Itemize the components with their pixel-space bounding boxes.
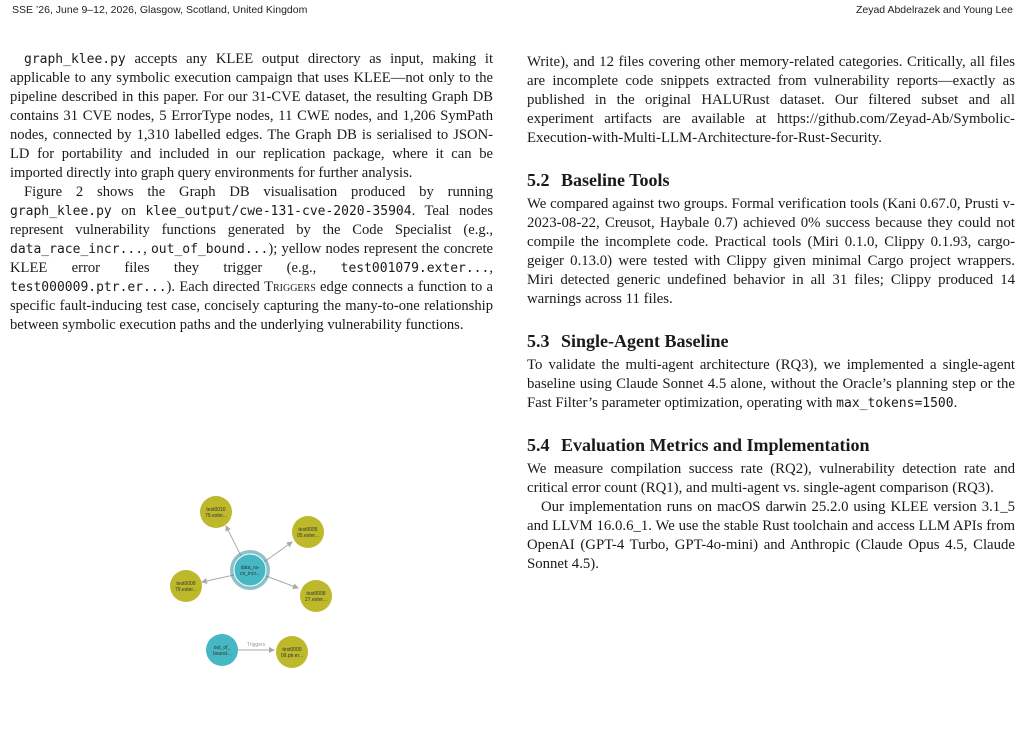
edge-label: Triggers: [246, 642, 266, 648]
paragraph-text: ); yellow nodes represent the concrete KLEE error files they trigger (e.g.,: [10, 241, 494, 276]
yellow-node: [170, 570, 202, 602]
inline-code: test001079.exter...: [340, 261, 490, 276]
inline-code: test000009.ptr.er...: [10, 280, 167, 295]
inline-code: klee_output/cwe-131-cve-2020-35904: [145, 204, 412, 219]
header-authors: Zeyad Abdelrazek and Young Lee: [855, 4, 1013, 16]
paragraph-single-agent: [527, 356, 1015, 413]
right-column: [527, 53, 1015, 574]
node-label-line: ce_incr...: [239, 571, 261, 577]
graph-edge: [266, 576, 298, 588]
section-heading: [527, 330, 1015, 352]
paragraph-text: on: [111, 203, 146, 219]
node-label-line: test0000: [282, 647, 302, 653]
node-label-line: test0008: [306, 591, 326, 597]
paragraph-figure-description: [10, 183, 493, 335]
inline-code: graph_klee.py: [24, 52, 126, 67]
node-label-line: out_of_: [213, 645, 231, 651]
graph-edge: [264, 542, 292, 562]
inline-code: graph_klee.py: [10, 204, 112, 219]
paragraph-baseline-tools: We compared against two groups. Formal verification tools (Kani 0.67.0, Prusti v-2023-08-22, Creusot, Haybale 0.7) achieved 0% success because they could not compile the incomplete code. Practical tools (Miri 0.1.0, Clippy 0.1.93, cargo-geiger 0.13.0) were tested with Clippy given minimal Cargo project wrappers. Miri detected generic undefined behavior in all 31 files; Clippy produced 14 warnings across 11 files.: [527, 196, 1015, 307]
teal-node: [206, 634, 238, 666]
paragraph-text: ). Each directed: [166, 279, 265, 295]
paragraph-text: . Teal nodes represent vulnerability functions generated by the Code Specialist (e.g.,: [10, 203, 494, 238]
yellow-node: [292, 516, 324, 548]
left-column: [10, 50, 493, 335]
section-5-2: [527, 169, 1015, 191]
section-5-4: [527, 434, 1015, 456]
yellow-node: [276, 636, 308, 668]
paragraph-text: accepts any KLEE output directory as input, making it applicable to any symbolic execution campaign that uses KLEE—not only to the pipeline described in this paper. For our 31-CVE dataset, the resulting Graph DB contains 31 CVE nodes, 5 ErrorType nodes, 11 CWE nodes, and 1,206 SymPath nodes, connected by 1,310 labelled edges. The Graph DB is serialised to JSON-LD for portability and included in our replication package, where it can be imported directly into graph query environments for further analysis.: [10, 51, 493, 181]
header-venue: SSE ’26, June 9–12, 2026, Glasgow, Scotland, United Kingdom: [12, 4, 308, 16]
section-5-3: [527, 330, 1015, 352]
edge-type-smallcaps: Triggers: [264, 279, 316, 295]
section-number: 5.2: [527, 170, 550, 190]
yellow-node: [300, 580, 332, 612]
section-heading: [527, 434, 1015, 456]
node-label-line: bound...: [212, 651, 232, 657]
node-label-line: 79.exter...: [175, 587, 197, 593]
section-number: 5.4: [527, 435, 550, 455]
paragraph-text: ,: [489, 260, 493, 276]
paragraph-graph-db: [10, 50, 493, 183]
yellow-node: [200, 496, 232, 528]
teal-node-center: [230, 550, 270, 590]
node-label-line: 05.exter...: [297, 533, 319, 539]
node-label-line: test0010: [206, 507, 226, 513]
graph-edge: [202, 575, 234, 582]
inline-code: out_of_bound...: [150, 242, 269, 257]
inline-code: data_race_incr...: [10, 242, 144, 257]
paragraph-implementation: Our implementation runs on macOS darwin 25.2.0 using KLEE version 3.1_5 and LLVM 16.0.6_1. We use the stable Rust toolchain and access LLM APIs from OpenAI (GPT-4 Turbo, GPT-4o-mini) and Anthropic (Claude Opus 4.5, Claude Sonnet 4.5).: [527, 499, 1015, 572]
node-label-line: data_ra-: [240, 565, 260, 571]
paragraph-metrics: We measure compilation success rate (RQ2), vulnerability detection rate and critical error count (RQ1), and multi-agent vs. single-agent comparison (RQ3).: [527, 461, 1015, 496]
section-number: 5.3: [527, 331, 550, 351]
node-label-line: 27.exter...: [305, 597, 327, 603]
section-title: Single-Agent Baseline: [561, 331, 729, 351]
paragraph-text: ,: [143, 241, 151, 257]
inline-code: max_tokens=1500: [836, 396, 954, 411]
node-label-line: 09.ptr.er...: [280, 653, 304, 659]
node-label-line: test0005: [298, 527, 318, 533]
paragraph-text: To validate the multi-agent architecture (RQ3), we implemented a single-agent baseline using Claude Sonnet 4.5 alone, without the Oracle’s planning step or the Fast Filter’s parameter optimization, operating with: [527, 357, 1015, 411]
section-title: Baseline Tools: [561, 170, 670, 190]
section-heading: [527, 169, 1015, 191]
paragraph-text: Figure 2 shows the Graph DB visualisation produced by running: [24, 184, 493, 200]
graph-db-visualisation: [150, 490, 370, 670]
paragraph-dataset: Write), and 12 files covering other memory-related categories. Critically, all files are incomplete code snippets extracted from vulnerability reports—exactly as published in the original HALURust dataset. Our filtered subset and all experiment artifacts are available at https://github.com/Zeyad-Ab/Symbolic-Execution-with-Multi-LLM-Architecture-for-Rust-Security.: [527, 54, 1015, 146]
running-header: [12, 4, 1013, 20]
node-label-line: test0009: [176, 581, 196, 587]
graph-figure: [150, 490, 370, 670]
paragraph-text: .: [953, 395, 958, 411]
section-title: Evaluation Metrics and Implementation: [561, 435, 870, 455]
node-label-line: 79.exter...: [205, 513, 227, 519]
paragraph-text: edge connects a function to a specific fault-inducing test case, concisely capturing the many-to-one relationship between symbolic execution paths and the underlying vulnerability functions.: [10, 279, 493, 333]
